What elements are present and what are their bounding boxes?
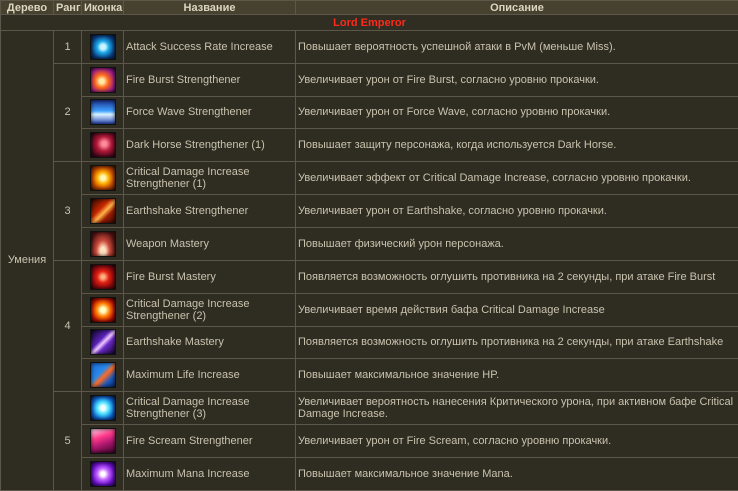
skill-description: Появляется возможность оглушить противника на 2 секунды, при атаке Earthshake xyxy=(296,326,738,359)
critical-damage-2-icon xyxy=(90,297,116,323)
class-title: Lord Emperor xyxy=(1,15,738,30)
skill-name: Maximum Life Increase xyxy=(124,359,296,392)
table-row xyxy=(1,260,738,293)
skill-name: Critical Damage Increase Strengthener (2) xyxy=(124,293,296,326)
skill-name: Fire Scream Strengthener xyxy=(124,425,296,458)
class-row xyxy=(1,15,738,30)
header-name: Название xyxy=(124,1,296,15)
header-tree: Дерево xyxy=(1,1,54,15)
skill-description: Появляется возможность оглушить противника на 2 секунды, при атаке Fire Burst xyxy=(296,260,738,293)
earthshake-mastery-icon xyxy=(90,329,116,355)
skill-description: Увеличивает урон от Fire Burst, согласно уровню прокачки. xyxy=(296,63,738,96)
fire-burst-icon xyxy=(90,67,116,93)
skill-name: Earthshake Mastery xyxy=(124,326,296,359)
fire-scream-icon xyxy=(90,428,116,454)
table-row xyxy=(1,425,738,458)
skill-description: Увеличивает урон от Force Wave, согласно уровню прокачки. xyxy=(296,96,738,129)
skill-name: Critical Damage Increase Strengthener (1) xyxy=(124,162,296,195)
max-life-icon xyxy=(90,362,116,388)
table-row xyxy=(1,63,738,96)
skill-description: Увеличивает время действия бафа Critical Damage Increase xyxy=(296,293,738,326)
rank-cell: 4 xyxy=(54,260,82,391)
fire-burst-mastery-icon xyxy=(90,264,116,290)
header-rank: Ранг xyxy=(54,1,82,15)
table-row xyxy=(1,392,738,425)
table-row xyxy=(1,162,738,195)
skill-name: Critical Damage Increase Strengthener (3) xyxy=(124,392,296,425)
skill-description: Увеличивает урон от Fire Scream, согласно уровню прокачки. xyxy=(296,425,738,458)
skill-description: Повышает защиту персонажа, когда используется Dark Horse. xyxy=(296,129,738,162)
skill-description: Увеличивает вероятность нанесения Критического урона, при активном бафе Critical Damage Increase. xyxy=(296,392,738,425)
skill-name: Weapon Mastery xyxy=(124,227,296,260)
table-row xyxy=(1,129,738,162)
skill-description: Повышает физический урон персонажа. xyxy=(296,227,738,260)
earthshake-icon xyxy=(90,198,116,224)
rank-cell: 3 xyxy=(54,162,82,261)
skill-name: Fire Burst Strengthener xyxy=(124,63,296,96)
critical-damage-icon xyxy=(90,165,116,191)
table-row xyxy=(1,30,738,63)
table-row xyxy=(1,326,738,359)
max-mana-icon xyxy=(90,461,116,487)
tree-label: Умения xyxy=(1,30,54,490)
skill-description: Увеличивает эффект от Critical Damage Increase, согласно уровню прокачки. xyxy=(296,162,738,195)
skill-description: Увеличивает урон от Earthshake, согласно уровню прокачки. xyxy=(296,195,738,228)
rank-cell: 1 xyxy=(54,30,82,63)
rank-cell: 2 xyxy=(54,63,82,162)
skill-description: Повышает максимальное значение Mana. xyxy=(296,457,738,490)
table-row xyxy=(1,359,738,392)
header-description: Описание xyxy=(296,1,738,15)
critical-damage-3-icon xyxy=(90,395,116,421)
table-row xyxy=(1,293,738,326)
skill-name: Attack Success Rate Increase xyxy=(124,30,296,63)
weapon-mastery-icon xyxy=(90,231,116,257)
skill-name: Fire Burst Mastery xyxy=(124,260,296,293)
table-row xyxy=(1,195,738,228)
header-row xyxy=(1,1,738,15)
skill-name: Dark Horse Strengthener (1) xyxy=(124,129,296,162)
skill-description: Повышает максимальное значение HP. xyxy=(296,359,738,392)
force-wave-icon xyxy=(90,99,116,125)
blue-rune-icon xyxy=(90,34,116,60)
dark-horse-icon xyxy=(90,132,116,158)
skill-name: Maximum Mana Increase xyxy=(124,457,296,490)
skill-name: Earthshake Strengthener xyxy=(124,195,296,228)
header-icon: Иконка xyxy=(82,1,124,15)
table-row xyxy=(1,227,738,260)
table-row xyxy=(1,96,738,129)
skill-name: Force Wave Strengthener xyxy=(124,96,296,129)
rank-cell: 5 xyxy=(54,392,82,491)
skill-description: Повышает вероятность успешной атаки в PvM (меньше Miss). xyxy=(296,30,738,63)
table-row xyxy=(1,457,738,490)
